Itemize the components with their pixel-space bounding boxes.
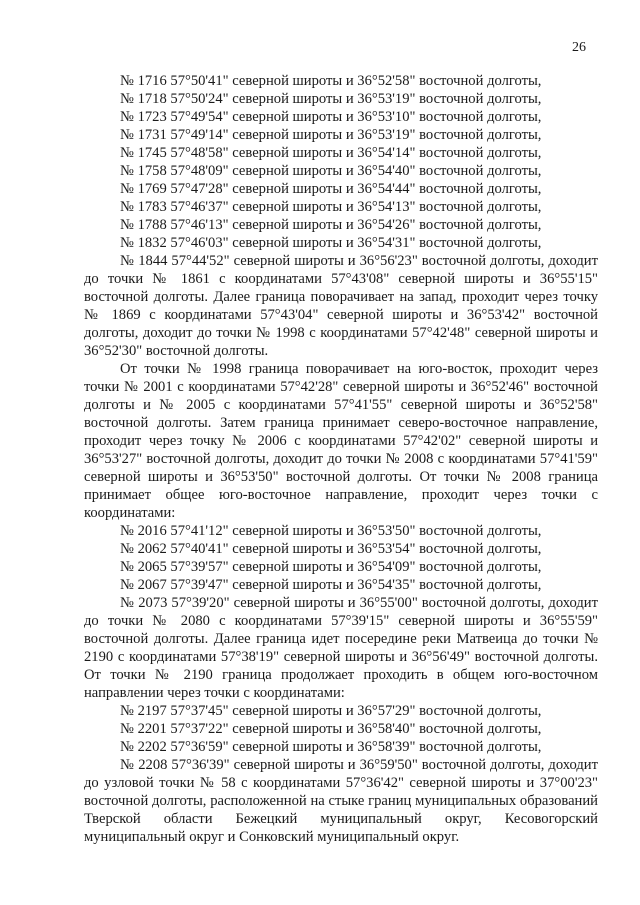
coordinate-line: № 2201 57°37'22" северной широты и 36°58'40" восточной долготы, — [120, 721, 542, 737]
paragraph-point-1998: От точки № 1998 граница поворачивает на юго-восток, проходит через точки № 2001 с координатами 57°42'28" северной широты и 36°52'46" восточной долготы и № 2005 с координатами 57°41'55" северной широты и 36°52'58" восточной долготы. Затем граница принимает северо-восточное направление, проходит через точку № 2006 с координатами 57°42'02" северной широты и 36°53'27" восточной долготы, доходит до точки № 2008 с координатами 57°41'59" северной широты и 36°53'50" восточной долготы. От точки № 2008 граница принимает общее юго-восточное направление, проходит через точки с координатами: — [84, 361, 598, 521]
coordinate-line: № 1832 57°46'03" северной широты и 36°54'31" восточной долготы, — [120, 235, 542, 251]
coordinate-line: № 2016 57°41'12" северной широты и 36°53'50" восточной долготы, — [120, 523, 542, 539]
coordinates-list-2 — [84, 522, 598, 594]
coordinate-line: № 2062 57°40'41" северной широты и 36°53'54" восточной долготы, — [120, 541, 542, 557]
coordinate-line: № 1723 57°49'54" северной широты и 36°53'10" восточной долготы, — [120, 109, 542, 125]
document-body — [84, 72, 598, 846]
coordinates-list-1 — [84, 72, 598, 252]
paragraph-point-2073: № 2073 57°39'20" северной широты и 36°55'00" восточной долготы, доходит до точки № 2080 с координатами 57°39'15" северной широты и 36°55'59" восточной долготы. Далее граница идет посередине реки Матвеица до точки № 2190 с координатами 57°38'19" северной широты и 36°56'49" восточной долготы. От точки № 2190 граница продолжает проходить в общем юго-восточном направлении через точки с координатами: — [84, 595, 598, 701]
coordinates-list-3 — [84, 702, 598, 756]
page-number: 26 — [572, 40, 586, 55]
coordinate-line: № 2067 57°39'47" северной широты и 36°54'35" восточной долготы, — [120, 577, 542, 593]
coordinate-line: № 1783 57°46'37" северной широты и 36°54'13" восточной долготы, — [120, 199, 542, 215]
coordinate-line: № 1769 57°47'28" северной широты и 36°54'44" восточной долготы, — [120, 181, 542, 197]
paragraph-point-2208: № 2208 57°36'39" северной широты и 36°59'50" восточной долготы, доходит до узловой точки № 58 с координатами 57°36'42" северной широты и 37°00'23" восточной долготы, расположенной на стыке границ муниципальных образований Тверской области Бежецкий муниципальный округ, Кесовогорский муниципальный округ и Сонковский муниципальный округ. — [84, 757, 598, 845]
coordinate-line: № 1788 57°46'13" северной широты и 36°54'26" восточной долготы, — [120, 217, 542, 233]
coordinate-line: № 2202 57°36'59" северной широты и 36°58'39" восточной долготы, — [120, 739, 542, 755]
coordinate-line: № 1731 57°49'14" северной широты и 36°53'19" восточной долготы, — [120, 127, 542, 143]
coordinate-line: № 2197 57°37'45" северной широты и 36°57'29" восточной долготы, — [120, 703, 542, 719]
coordinate-line: № 1758 57°48'09" северной широты и 36°54'40" восточной долготы, — [120, 163, 542, 179]
coordinate-line: № 1745 57°48'58" северной широты и 36°54'14" восточной долготы, — [120, 145, 542, 161]
coordinate-line: № 1718 57°50'24" северной широты и 36°53'19" восточной долготы, — [120, 91, 542, 107]
coordinate-line: № 1716 57°50'41" северной широты и 36°52'58" восточной долготы, — [120, 73, 542, 89]
paragraph-point-1844: № 1844 57°44'52" северной широты и 36°56'23" восточной долготы, доходит до точки № 1861 с координатами 57°43'08" северной широты и 36°55'15" восточной долготы. Далее граница поворачивает на запад, проходит через точку № 1869 с координатами 57°43'04" северной широты и 36°53'42" восточной долготы, доходит до точки № 1998 с координатами 57°42'48" северной широты и 36°52'30" восточной долготы. — [84, 253, 598, 359]
coordinate-line: № 2065 57°39'57" северной широты и 36°54'09" восточной долготы, — [120, 559, 542, 575]
